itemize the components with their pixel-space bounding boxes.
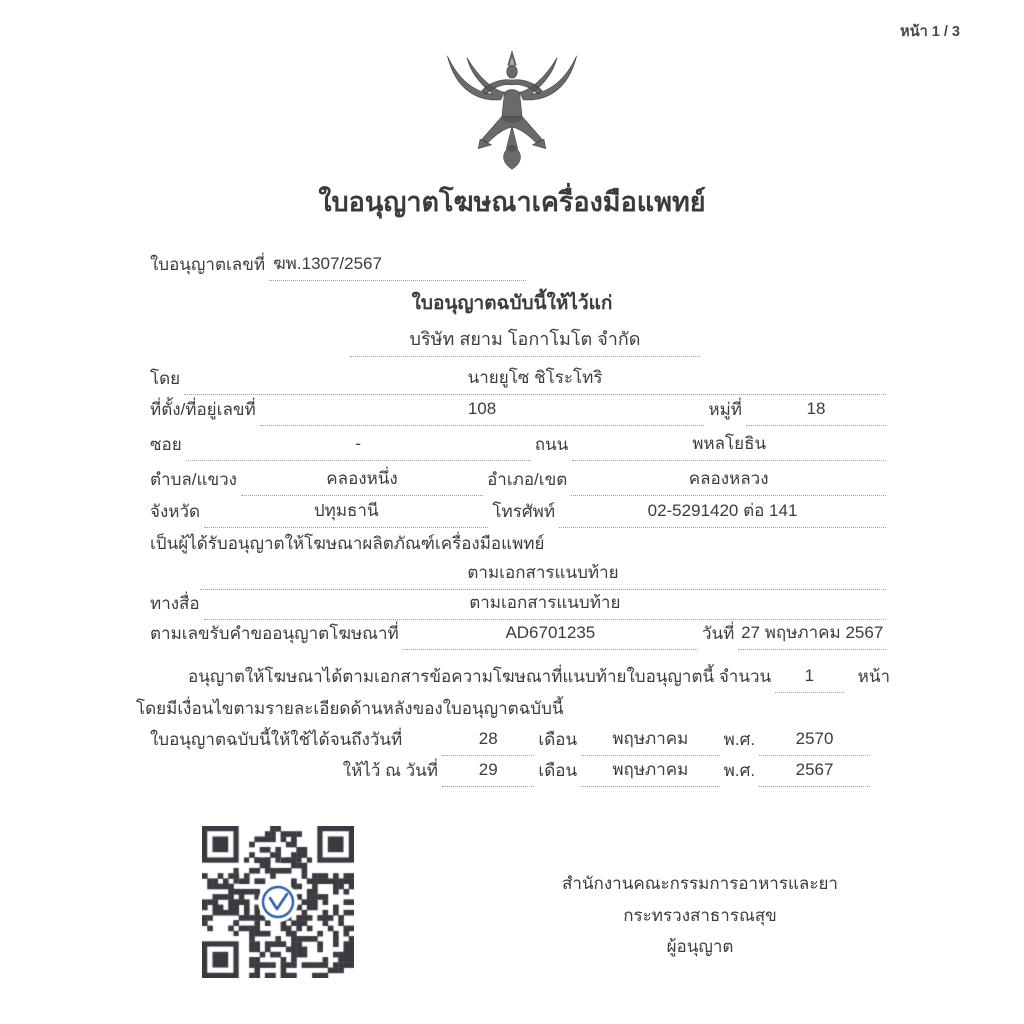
by-value: นายยูโซ ชิโระโทริ	[184, 366, 886, 395]
valid-until-year: 2570	[759, 727, 870, 756]
subdistrict-label: ตำบล/แขวง	[150, 470, 237, 489]
by-row	[150, 366, 890, 395]
issued-day: 29	[442, 758, 534, 787]
address-number-row	[150, 397, 890, 426]
permission-statement: อนุญาตให้โฆษณาได้ตามเอกสารข้อความโฆษณาที่แนบท้ายใบอนุญาตนี้ จำนวน	[188, 667, 772, 686]
garuda-emblem	[437, 50, 587, 174]
qr-code-canvas	[202, 826, 354, 978]
address-number-value: 108	[260, 397, 705, 426]
media-value: ตามเอกสารแนบท้าย	[204, 591, 886, 620]
issuer-ministry: กระทรวงสาธารณสุข	[623, 905, 777, 925]
media-row	[150, 591, 890, 620]
products-value: ตามเอกสารแนบท้าย	[200, 561, 886, 590]
garuda-emblem-graphic	[437, 50, 587, 174]
media-label: ทางสื่อ	[150, 594, 200, 613]
application-row	[150, 621, 890, 650]
issued-era-label: พ.ศ.	[723, 761, 756, 780]
products-row	[196, 561, 890, 590]
phone-value: 02-5291420 ต่อ 141	[559, 499, 886, 528]
company-name: บริษัท สยาม โอกาโมโต จำกัด	[350, 326, 700, 357]
application-number-value: AD6701235	[403, 621, 698, 650]
phone-label: โทรศัพท์	[492, 502, 556, 521]
subdistrict-value: คลองหนึ่ง	[241, 467, 483, 496]
province-value: ปทุมธานี	[204, 499, 488, 528]
licensee-statement: เป็นผู้ได้รับอนุญาตให้โฆษณาผลิตภัณฑ์เครื่องมือแพทย์	[150, 534, 545, 553]
province-phone-row	[150, 499, 890, 528]
issuer-org: สำนักงานคณะกรรมการอาหารและยา	[562, 874, 838, 893]
valid-until-label: ใบอนุญาตฉบับนี้ให้ใช้ได้จนถึงวันที่	[150, 730, 403, 749]
valid-until-row	[150, 727, 874, 756]
license-number-row	[150, 252, 530, 281]
qr-code	[202, 826, 354, 978]
moo-label: หมู่ที่	[708, 400, 742, 419]
application-date-label: วันที่	[701, 624, 735, 643]
issuer-block	[510, 868, 890, 963]
soi-value: -	[186, 432, 531, 461]
issued-on-label: ให้ไว้ ณ วันที่	[342, 761, 438, 780]
application-number-label: ตามเลขรับคำขออนุญาตโฆษณาที่	[150, 624, 399, 643]
address-number-label: ที่ตั้ง/ที่อยู่เลขที่	[150, 400, 256, 419]
issued-year: 2567	[759, 758, 870, 787]
document-title: ใบอนุญาตโฆษณาเครื่องมือแพทย์	[318, 187, 706, 217]
issuer-role: ผู้อนุญาต	[666, 937, 734, 957]
issued-month-label: เดือน	[538, 761, 578, 780]
page-count-value: 1	[775, 664, 844, 693]
district-label: อำเภอ/เขต	[487, 470, 568, 489]
permission-row	[150, 664, 890, 693]
application-date-value: 27 พฤษภาคม 2567	[738, 621, 886, 650]
valid-until-month: พฤษภาคม	[581, 727, 720, 756]
road-value: พหลโยธิน	[572, 432, 886, 461]
valid-until-day: 28	[442, 727, 534, 756]
soi-road-row	[150, 432, 890, 461]
valid-until-month-label: เดือน	[538, 730, 578, 749]
issued-to-heading: ใบอนุญาตฉบับนี้ให้ไว้แก่	[411, 293, 613, 314]
road-label: ถนน	[534, 435, 569, 454]
soi-label: ซอย	[150, 435, 182, 454]
moo-value: 18	[746, 397, 886, 426]
valid-until-era-label: พ.ศ.	[723, 730, 756, 749]
license-number-value: ฆพ.1307/2567	[269, 252, 526, 281]
province-label: จังหวัด	[150, 502, 201, 521]
subdistrict-district-row	[150, 467, 890, 496]
page-number: หน้า 1 / 3	[900, 24, 960, 40]
license-number-label: ใบอนุญาตเลขที่	[150, 255, 266, 274]
issued-month: พฤษภาคม	[581, 758, 720, 787]
issued-on-row	[150, 758, 874, 787]
conditions-statement: โดยมีเงื่อนไขตามรายละเอียดด้านหลังของใบอนุญาตฉบับนี้	[136, 699, 564, 718]
district-value: คลองหลวง	[571, 467, 886, 496]
page-count-unit: หน้า	[857, 667, 890, 686]
by-label: โดย	[150, 369, 181, 388]
